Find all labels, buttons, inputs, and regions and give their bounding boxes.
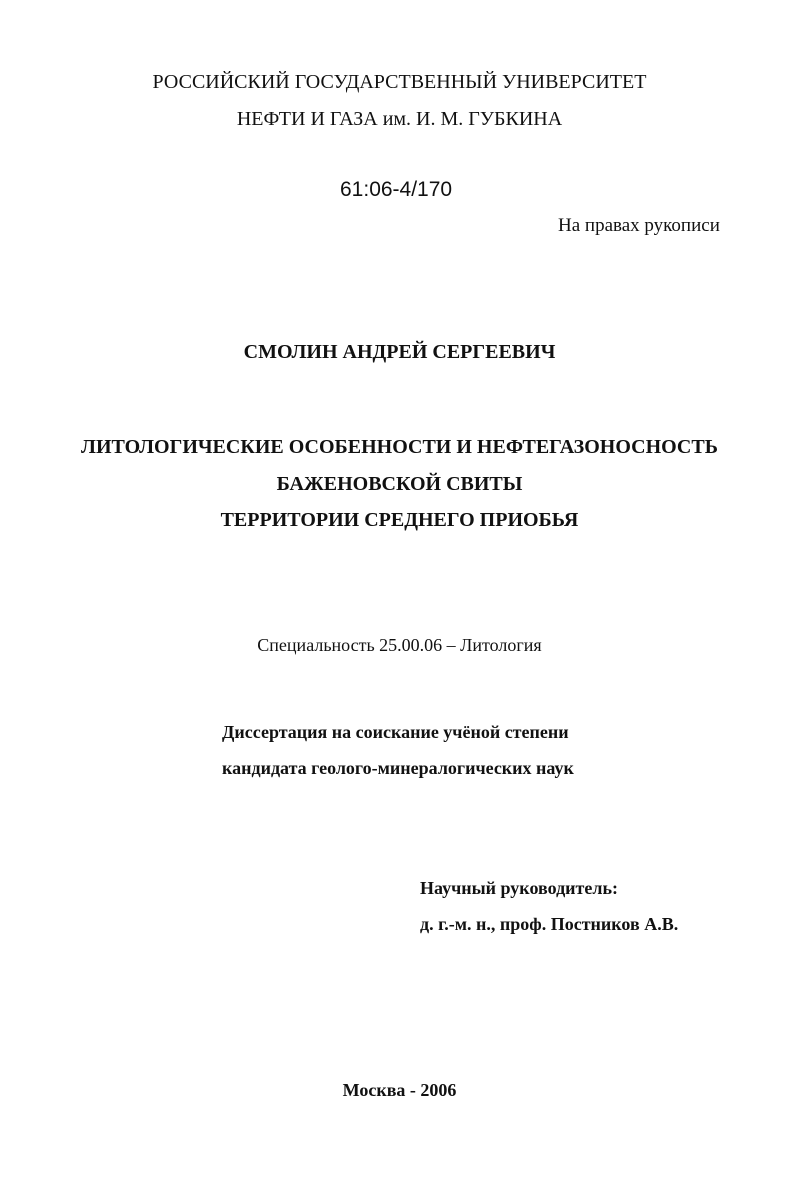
- dissertation-degree-line1: Диссертация на соискание учёной степени: [222, 722, 569, 742]
- specialty: Специальность 25.00.06 – Литология: [257, 635, 542, 655]
- supervisor-label: Научный руководитель:: [420, 878, 618, 898]
- author-name: СМОЛИН АНДРЕЙ СЕРГЕЕВИЧ: [243, 341, 556, 363]
- manuscript-note: На правах рукописи: [558, 215, 720, 236]
- dissertation-title-line3: ТЕРРИТОРИИ СРЕДНЕГО ПРИОБЬЯ: [220, 509, 579, 531]
- dissertation-degree-line2: кандидата геолого-минералогических наук: [222, 758, 574, 778]
- dissertation-title-line1: ЛИТОЛОГИЧЕСКИЕ ОСОБЕННОСТИ И НЕФТЕГАЗОНОСНОСТЬ: [81, 436, 718, 458]
- catalog-number: 61:06-4/170: [340, 178, 453, 201]
- supervisor-name: д. г.-м. н., проф. Постников А.В.: [420, 914, 679, 934]
- city-year: Москва - 2006: [342, 1080, 457, 1100]
- university-name-line2: НЕФТИ И ГАЗА им. И. М. ГУБКИНА: [236, 108, 563, 130]
- university-name-line1: РОССИЙСКИЙ ГОСУДАРСТВЕННЫЙ УНИВЕРСИТЕТ: [152, 71, 647, 93]
- dissertation-title-line2: БАЖЕНОВСКОЙ СВИТЫ: [276, 473, 523, 495]
